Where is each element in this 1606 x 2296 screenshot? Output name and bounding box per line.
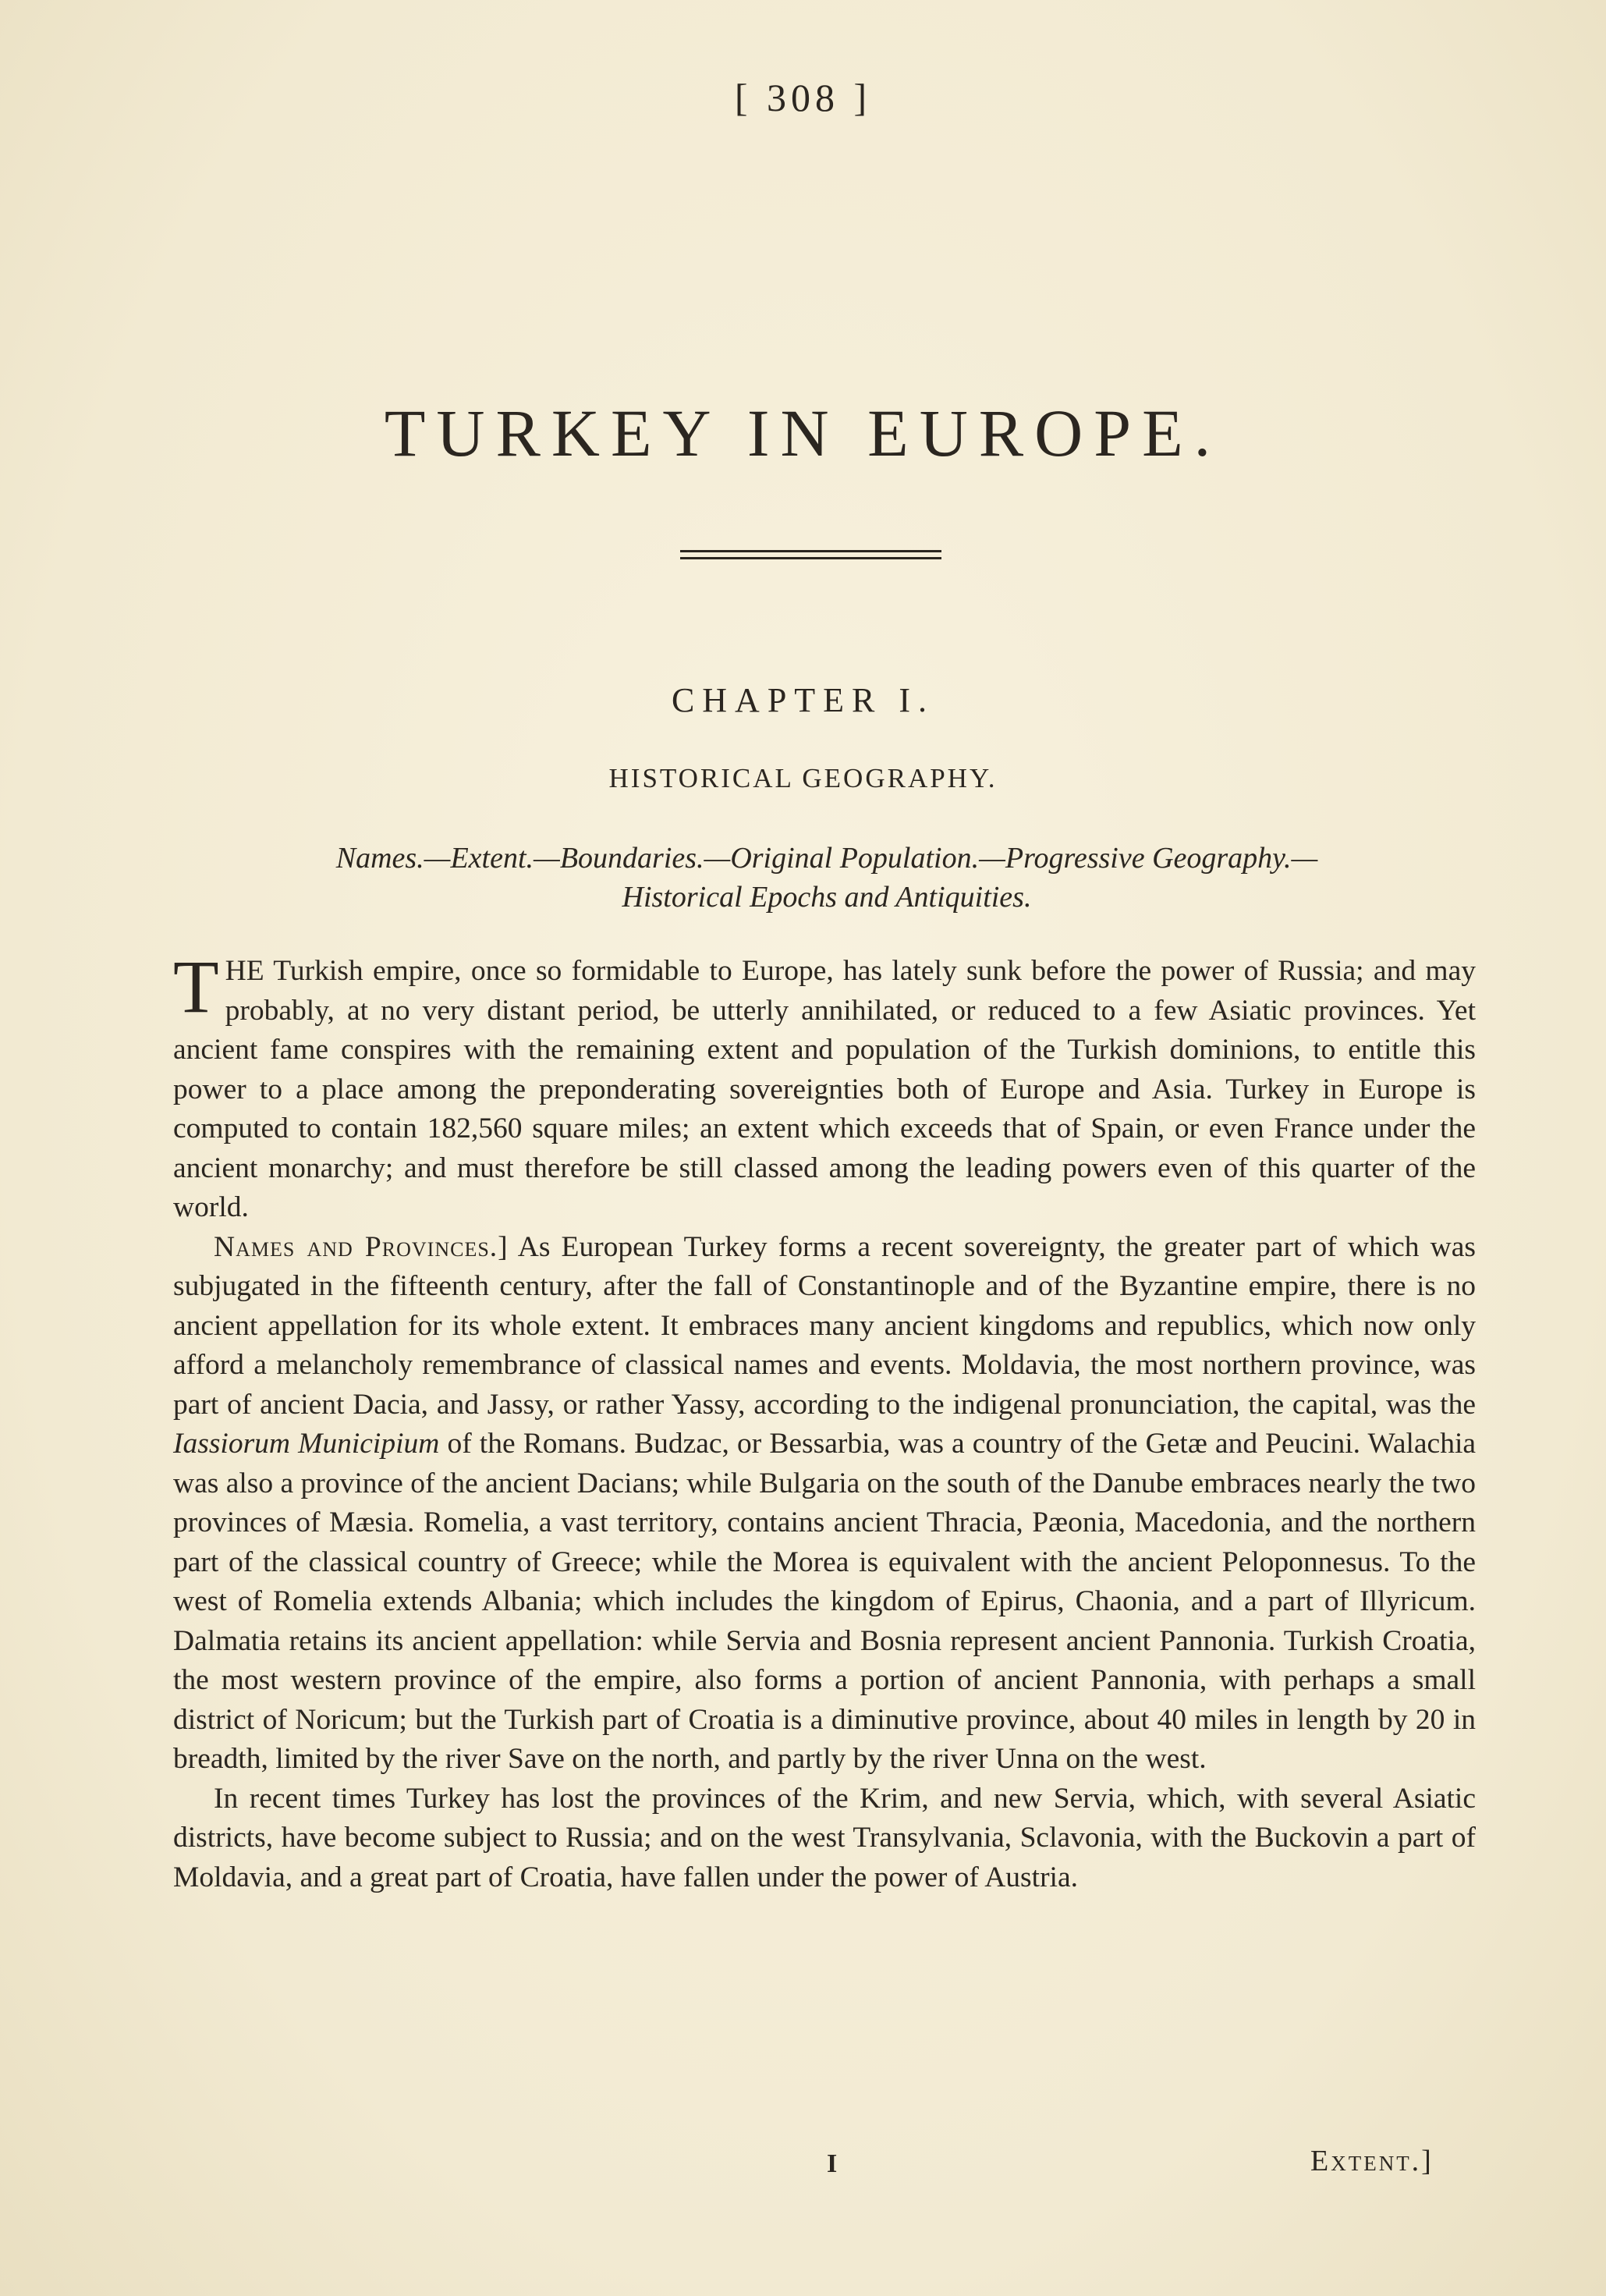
paragraph-2 (173, 1228, 1476, 1780)
paragraph-2-text-a: As European Turkey forms a recent sovereignty, the greater part of which was subjugated in the fifteenth century, after the fall of Constantinople and of the Byzantine empire, there is no ancient appellation for its whole extent. It embraces many ancient kingdoms and republics, which now only afford a melancholy remembrance of classical names and events. Moldavia, the most northern province, was part of ancient Dacia, and Jassy, or rather Yassy, according to the indigenal pronunciation, the capital, was the (173, 1230, 1476, 1421)
page-title: TURKEY IN EUROPE. (384, 396, 1222, 470)
paragraph-2-text-b: of the Romans. Budzac, or Bessarbia, was a country of the Getæ and Peucini. Walachia was also a province of the ancient Dacians; while Bulgaria on the south of the Danube embraces nearly the two provinces of Mæsia. Romelia, a vast territory, contains ancient Thracia, Pæonia, Macedonia, and the northern part of the classical country of Greece; while the Morea is equivalent with the ancient Peloponnesus. To the west of Romelia extends Albania; which includes the kingdom of Epirus, Chaonia, and a part of Illyricum. Dalmatia retains its ancient appellation: while Servia and Bosnia represent ancient Pannonia. Turkish Croatia, the most western province of the empire, also forms a portion of ancient Pannonia, with perhaps a small district of Noricum; but the Turkish part of Croatia is a diminutive province, about 40 miles in length by 20 in breadth, limited by the river Save on the north, and partly by the river Unna on the west. (173, 1428, 1477, 1775)
drop-cap: T (173, 945, 219, 1028)
page-number: [ 308 ] (734, 76, 872, 119)
chapter-summary (176, 839, 1477, 917)
section-heading-names-provinces: Names and Provinces.] (214, 1230, 509, 1263)
paragraph-3: In recent times Turkey has lost the provinces of the Krim, and new Servia, which, with several Asiatic districts, have become subject to Russia; and on the west Transylvania, Sclavonia, with the Buckovin a part of Moldavia, and a great part of Croatia, have fallen under the power of Austria. (173, 1782, 1476, 1893)
signature-mark: I (827, 2149, 838, 2178)
paragraph-1 (173, 945, 1476, 1228)
summary-line-2: Historical Epochs and Antiquities. (622, 881, 1032, 914)
chapter-subtitle: HISTORICAL GEOGRAPHY. (608, 763, 998, 793)
paragraph-2-italic: Iassiorum Municipium (173, 1428, 440, 1460)
summary-line-1: Names.—Extent.—Boundaries.—Original Population.—Progressive Geography.— (335, 842, 1318, 875)
paragraph-1-text: HE Turkish empire, once so formidable to Europe, has lately sunk before the power of Russia; and may probably, at no very distant period, be utterly annihilated, or reduced to a few Asiatic provinces. Yet ancient fame conspires with the remaining extent and population of the Turkish dominions, to entitle this power to a place among the preponderating sovereignties both of Europe and Asia. Turkey in Europe is computed to contain 182,560 square miles; an extent which exceeds that of Spain, or even France under the ancient monarchy; and must therefore be still classed among the leading powers even of this quarter of the world. (173, 955, 1476, 1223)
catchword: Extent.] (1310, 2145, 1434, 2177)
chapter-heading: CHAPTER I. (671, 681, 935, 719)
title-rule-divider (680, 550, 941, 559)
body-text (173, 945, 1477, 1897)
